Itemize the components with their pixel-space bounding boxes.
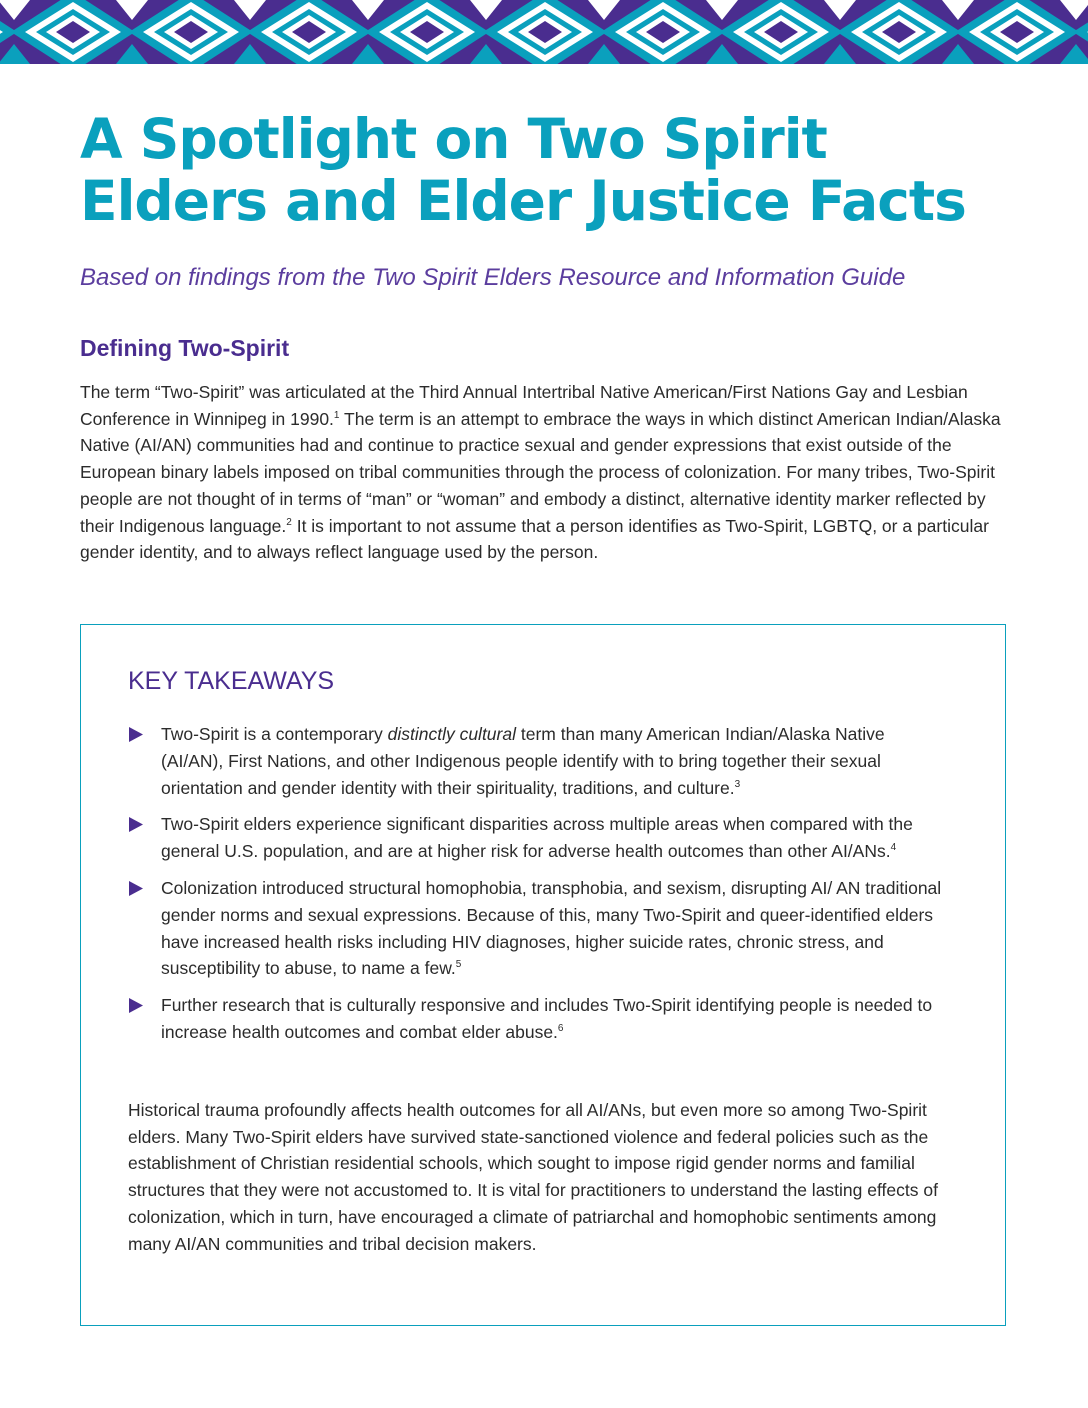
footnote-ref-1: 1 <box>333 409 340 421</box>
takeaway-emphasis: distinctly cultural <box>387 724 516 744</box>
key-takeaways-box <box>80 624 1006 1326</box>
takeaway-item <box>128 721 948 801</box>
triangle-bullet-icon <box>129 881 143 896</box>
title-line-2: Elders and Elder Justice Facts <box>80 169 966 233</box>
takeaway-item <box>128 875 948 982</box>
takeaway-text: term than many American Indian/Alaska Native (AI/AN), First Nations, and other Indigenous people identify with to bring together their sexual orientation and gender identity with their spirituality, traditions, and culture. <box>161 724 885 798</box>
page-subtitle: Based on findings from the Two Spirit Elders Resource and Information Guide <box>80 264 906 291</box>
takeaway-text: Further research that is culturally responsive and includes Two-Spirit identifying people is needed to increase health outcomes and combat elder abuse. <box>161 995 933 1042</box>
triangle-bullet-icon <box>129 817 143 832</box>
takeaways-list <box>128 721 948 1056</box>
takeaway-text: Two-Spirit is a contemporary <box>161 724 388 744</box>
definition-text-2: The term is an attempt to embrace the ways in which distinct American Indian/Alaska Native (AI/AN) communities had and continue to practice sexual and gender expressions that exist outside of the European binary labels imposed on tribal communities through the process of colonization. For many tribes, Two-Spirit people are not thought of in terms of “man” or “woman” and embody a distinct, alternative identity marker reflected by their Indigenous language. <box>80 408 1001 536</box>
key-takeaways-heading: KEY TAKEAWAYS <box>128 667 335 695</box>
takeaway-text: Colonization introduced structural homophobia, transphobia, and sexism, disrupting AI/ AN traditional gender norms and sexual expressions. Because of this, many Two-Spirit and queer-identified elders have increased health risks including HIV diagnoses, higher suicide rates, chronic stress, and susceptibility to abuse, to name a few. <box>161 877 942 979</box>
definition-paragraph <box>80 379 1015 566</box>
takeaway-item <box>128 811 948 865</box>
footnote-ref-3: 3 <box>734 778 741 790</box>
definition-text-1: The term “Two-Spirit” was articulated at the Third Annual Intertribal Native American/First Nations Gay and Lesbian Conference in Winnipeg in 1990. <box>80 382 968 429</box>
historical-trauma-paragraph: Historical trauma profoundly affects health outcomes for all AI/ANs, but even more so among Two-Spirit elders. Many Two-Spirit elders have survived state-sanctioned violence and federal policies such as the establishment of Christian residential schools, which sought to impose rigid gender norms and familial structures that they were not accustomed to. It is vital for practitioners to understand the lasting effects of colonization, which in turn, have encouraged a climate of patriarchal and homophobic sentiments among many AI/AN communities and tribal decision makers. <box>128 1100 938 1254</box>
triangle-bullet-icon <box>129 998 143 1013</box>
footnote-ref-6: 6 <box>557 1022 564 1034</box>
footnote-ref-2: 2 <box>286 516 292 528</box>
section-heading-defining: Defining Two-Spirit <box>80 335 290 361</box>
triangle-bullet-icon <box>129 727 143 742</box>
footnote-ref-5: 5 <box>455 959 462 971</box>
decorative-diamond-banner <box>0 0 1088 64</box>
takeaway-text: Two-Spirit elders experience significant disparities across multiple areas when compared with the general U.S. population, and are at higher risk for adverse health outcomes than other AI/ANs. <box>161 814 913 862</box>
takeaway-item <box>128 992 948 1046</box>
footnote-ref-4: 4 <box>890 842 897 854</box>
definition-text-3: It is important to not assume that a person identifies as Two-Spirit, LGBTQ, or a particular gender identity, and to always reflect language used by the person. <box>80 515 989 563</box>
page-title <box>80 108 1040 232</box>
title-line-1: A Spotlight on Two Spirit <box>80 107 827 171</box>
